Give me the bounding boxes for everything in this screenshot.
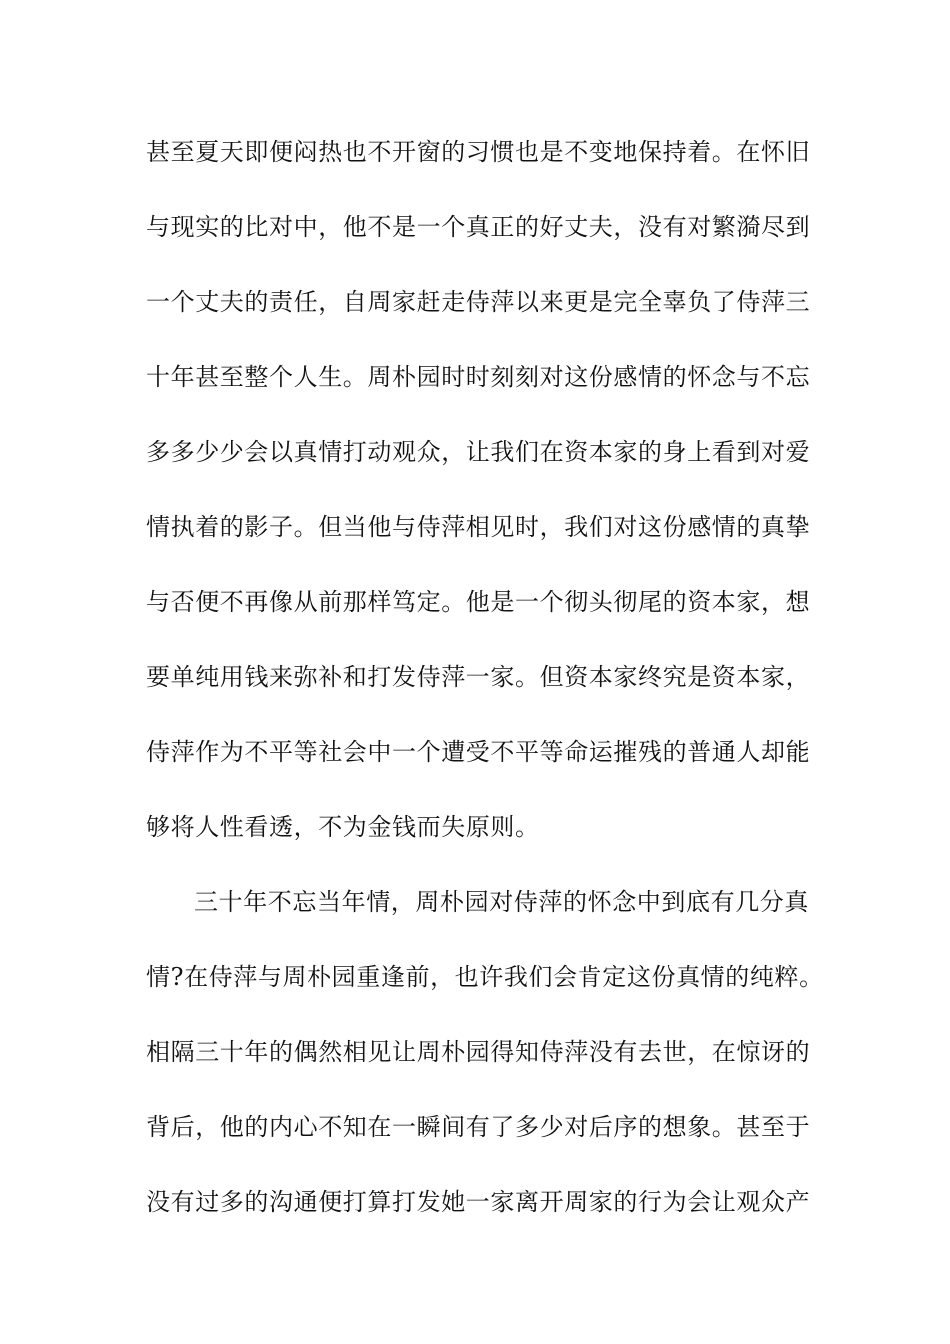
text-line: 与否便不再像从前那样笃定。他是一个彻头彻尾的资本家，想 [146, 588, 811, 616]
text-line: 情?在侍萍与周朴园重逢前，也许我们会肯定这份真情的纯粹。 [146, 963, 824, 991]
text-line: 没有过多的沟通便打算打发她一家离开周家的行为会让观众产 [146, 1188, 811, 1216]
text-line: 要单纯用钱来弥补和打发侍萍一家。但资本家终究是资本家， [146, 663, 811, 691]
text-line: 侍萍作为不平等社会中一个遭受不平等命运摧残的普通人却能 [146, 738, 811, 766]
paragraph-2 [146, 878, 824, 1253]
text-line: 三十年不忘当年情，周朴园对侍萍的怀念中到底有几分真 [194, 888, 809, 916]
text-line: 甚至夏天即便闷热也不开窗的习惯也是不变地保持着。在怀旧 [146, 138, 811, 166]
text-line: 情执着的影子。但当他与侍萍相见时，我们对这份感情的真挚 [146, 513, 811, 541]
text-line: 多多少少会以真情打动观众，让我们在资本家的身上看到对爱 [146, 438, 811, 466]
text-line: 十年甚至整个人生。周朴园时时刻刻对这份感情的怀念与不忘 [146, 363, 811, 391]
text-line: 够将人性看透，不为金钱而失原则。 [146, 813, 540, 841]
text-line: 相隔三十年的偶然相见让周朴园得知侍萍没有去世，在惊讶的 [146, 1038, 811, 1066]
text-line: 背后，他的内心不知在一瞬间有了多少对后序的想象。甚至于 [146, 1113, 811, 1141]
text-line: 一个丈夫的责任，自周家赶走侍萍以来更是完全辜负了侍萍三 [146, 288, 811, 316]
text-line: 与现实的比对中，他不是一个真正的好丈夫，没有对繁漪尽到 [146, 213, 811, 241]
document-body [146, 128, 824, 1253]
paragraph-1 [146, 128, 811, 878]
